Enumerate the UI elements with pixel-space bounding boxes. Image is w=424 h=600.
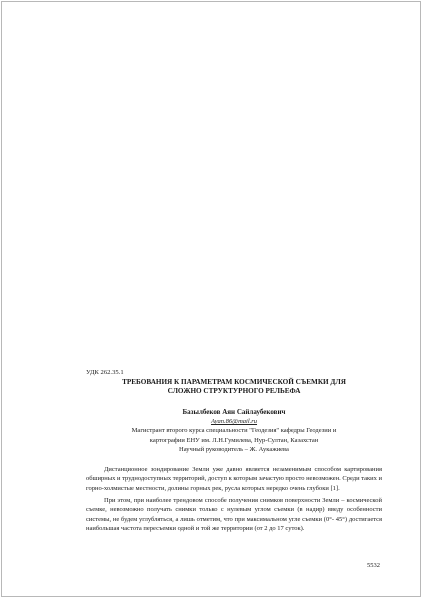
- body-paragraph-2: При этом, при наиболее трендовом способе получения снимков поверхности Земли – космической съемке, невозможно получать снимки только с нулевым углом съемки (в надир) введу особенности системы, не будем углубляться, а лишь отметим, что при максимальном угле съемки (0°- 45°) достигается наибольшая частота пересъемки одной и той же территории (от 2 до 17 суток).: [86, 496, 382, 532]
- affiliation-line-1: Магистрант второго курса специальности "Геодезия" кафедры Геодезии и: [131, 427, 337, 435]
- author-email-link[interactable]: Ayan.86@mail.ru: [210, 418, 258, 426]
- affiliation-line-2: картографии ЕНУ им. Л.Н.Гумилева, Нур-Султан, Казахстан: [149, 436, 319, 444]
- title-line-1: ТРЕБОВАНИЯ К ПАРАМЕТРАМ КОСМИЧЕСКОЙ СЪЕМКИ ДЛЯ: [122, 378, 346, 386]
- body-paragraph-1: Дистанционное зондирование Земли уже давно является незаменимым способом картирования обширных и труднодоступных территорий, доступ к которым зачастую просто невозможен. Среди таких и горно-холмистые местности, долины горных рек, русла которых нередко очень глубоки [1].: [86, 466, 383, 492]
- article-title: [86, 378, 382, 396]
- author-block: [86, 408, 382, 454]
- udk-code: УДК 262.35.1: [86, 369, 124, 376]
- title-line-2: СЛОЖНО СТРУКТУРНОГО РЕЛЬЕФА: [167, 387, 301, 395]
- article-content: [86, 368, 382, 533]
- author-name: Базылбеков Аян Сайлаубекович: [182, 408, 286, 416]
- page-sheet: [1, 1, 421, 597]
- page-number: 5532: [367, 562, 380, 569]
- supervisor-line: Научный руководитель – Ж. Аукажиева: [179, 445, 289, 453]
